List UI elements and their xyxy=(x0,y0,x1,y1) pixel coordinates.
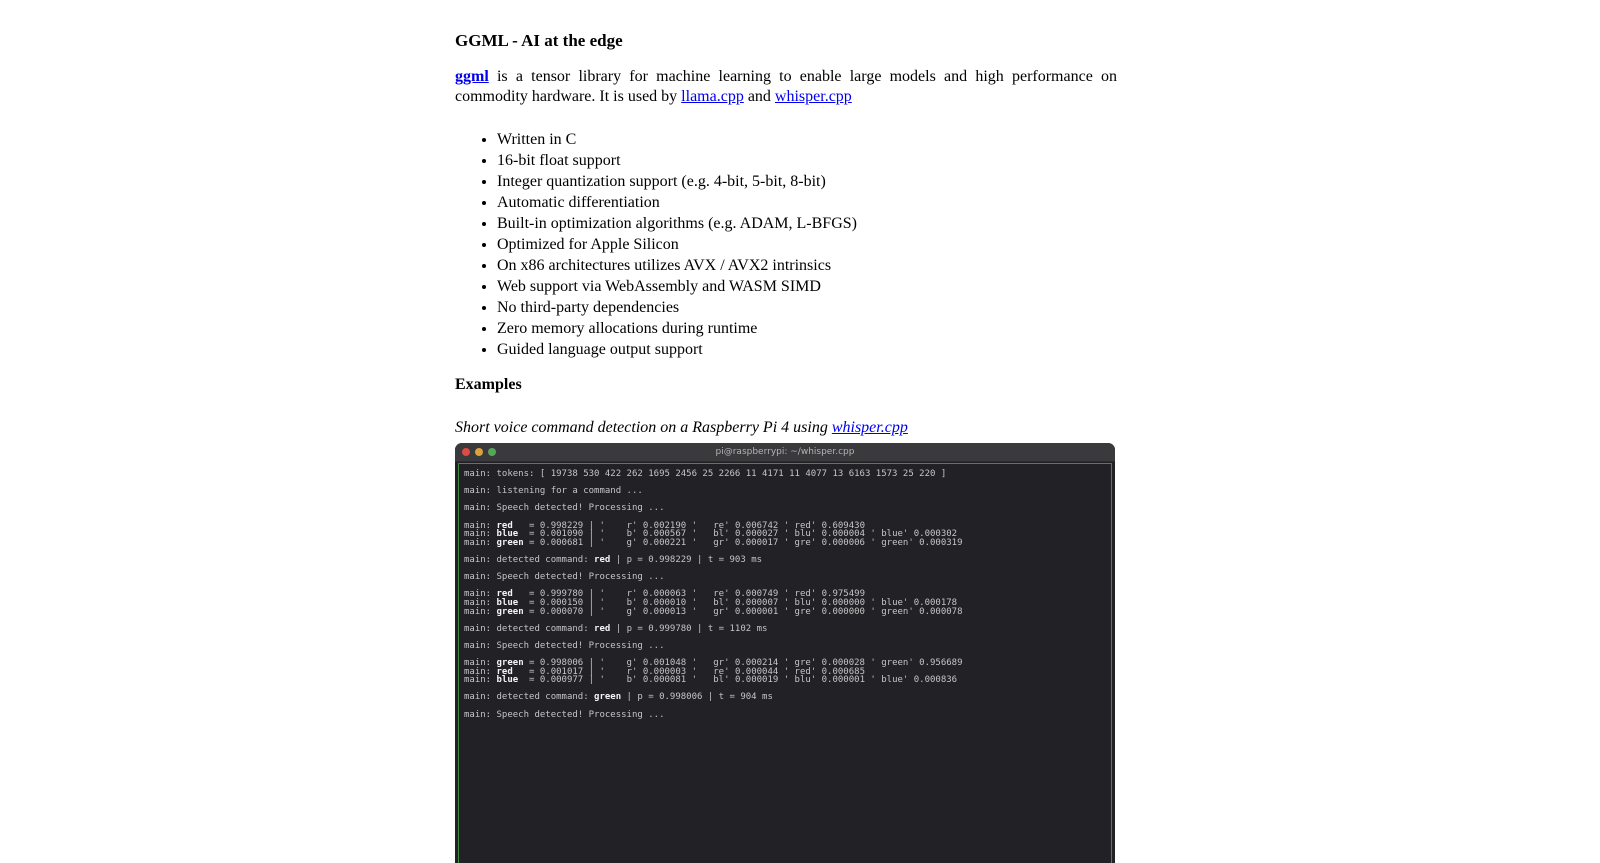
list-item: • Integer quantization support (e.g. 4-bit, 5-bit, 8-bit) xyxy=(497,171,1117,192)
page-title: GGML - AI at the edge xyxy=(455,31,623,50)
terminal-line: main: blue = 0.000977 | ' b' 0.000081 ' bl' 0.000019 ' blu' 0.000001 ' blue' 0.000836 xyxy=(464,675,958,686)
terminal-line: main: Speech detected! Processing ... xyxy=(464,572,665,583)
list-item: • Zero memory allocations during runtime xyxy=(497,318,1117,339)
terminal-line: main: detected command: red | p = 0.999780 | t = 1102 ms xyxy=(464,623,768,634)
terminal-line: main: blue = 0.001090 | ' b' 0.000567 ' bl' 0.000027 ' blu' 0.000004 ' blue' 0.000302 xyxy=(464,529,958,540)
list-item: • Automatic differentiation xyxy=(497,192,1117,213)
terminal-line: main: tokens: [ 19738 530 422 262 1695 2456 25 2266 11 4171 11 4077 13 6163 1573 25 220 ] xyxy=(464,469,947,479)
terminal-line: main: green = 0.000681 | ' g' 0.000221 ' gr' 0.000017 ' gre' 0.000006 ' green' 0.000319 xyxy=(464,537,963,548)
terminal-body xyxy=(458,463,1112,863)
example-caption xyxy=(455,418,1117,438)
minimize-window-icon xyxy=(475,448,483,456)
terminal-line: main: red = 0.001017 | ' r' 0.000003 ' re' 0.000044 ' red' 0.000685 xyxy=(464,666,865,677)
whisper-cpp-link[interactable]: whisper.cpp xyxy=(774,88,852,105)
terminal-line: main: Speech detected! Processing ... xyxy=(464,503,665,514)
intro-paragraph xyxy=(455,67,1117,107)
ggml-link[interactable]: ggml xyxy=(455,68,489,85)
terminal-line: main: red = 0.999780 | ' r' 0.000063 ' re' 0.000749 ' red' 0.975499 xyxy=(464,589,865,600)
terminal-screenshot xyxy=(455,443,1115,863)
intro-and-text: and xyxy=(743,88,775,105)
examples-heading: Examples xyxy=(455,376,522,393)
terminal-line: main: Speech detected! Processing ... xyxy=(464,640,665,651)
terminal-line: main: Speech detected! Processing ... xyxy=(464,709,665,720)
list-item: • On x86 architectures utilizes AVX / AVX2 intrinsics xyxy=(497,255,1117,276)
close-window-icon xyxy=(462,448,470,456)
list-item: • Optimized for Apple Silicon xyxy=(497,234,1117,255)
terminal-titlebar xyxy=(455,443,1115,462)
list-item: • Written in C xyxy=(497,129,1117,150)
list-item: • Guided language output support xyxy=(497,339,1117,360)
list-item: • 16-bit float support xyxy=(497,150,1117,171)
terminal-line: main: detected command: red | p = 0.998229 | t = 903 ms xyxy=(464,554,763,565)
features-list xyxy=(455,129,1117,360)
terminal-line: main: detected command: green | p = 0.998006 | t = 904 ms xyxy=(464,692,773,703)
list-item: • No third-party dependencies xyxy=(497,297,1117,318)
llama-cpp-link[interactable]: llama.cpp xyxy=(681,88,744,105)
window-controls xyxy=(455,448,496,456)
terminal-line: main: green = 0.998006 | ' g' 0.001048 ' gr' 0.000214 ' gre' 0.000028 ' green' 0.956689 xyxy=(464,658,963,669)
whisper-cpp-caption-link[interactable]: whisper.cpp xyxy=(831,419,908,436)
zoom-window-icon xyxy=(488,448,496,456)
list-item: • Built-in optimization algorithms (e.g. ADAM, L-BFGS) xyxy=(497,213,1117,234)
terminal-line: main: green = 0.000070 | ' g' 0.000013 ' gr' 0.000001 ' gre' 0.000000 ' green' 0.000078 xyxy=(464,606,963,617)
terminal-line: main: blue = 0.000150 | ' b' 0.000010 ' bl' 0.000007 ' blu' 0.000000 ' blue' 0.000178 xyxy=(464,597,958,608)
intro-text: is a tensor library for machine learning to enable large models and high performance on commodity hardware. It is used by xyxy=(455,68,1117,105)
terminal-line: main: red = 0.998229 | ' r' 0.002190 ' re' 0.006742 ' red' 0.609430 xyxy=(464,520,865,531)
list-item: • Web support via WebAssembly and WASM SIMD xyxy=(497,276,1117,297)
article-content xyxy=(455,0,1117,863)
terminal-title: pi@raspberrypi: ~/whisper.cpp xyxy=(715,447,855,457)
terminal-line: main: listening for a command ... xyxy=(464,486,643,497)
example-caption-text: Short voice command detection on a Raspberry Pi 4 using xyxy=(455,419,832,436)
